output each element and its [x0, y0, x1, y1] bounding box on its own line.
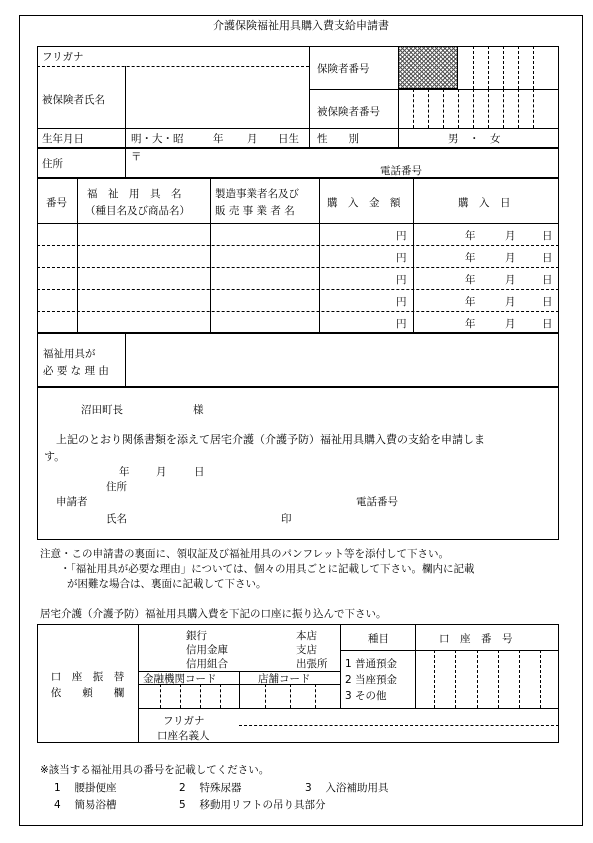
note-line-2: ・「福祉用具が必要な理由」については、個々の用具ごとに記載して下さい。欄内に記載 [60, 563, 475, 575]
col-item-name-header: 福 祉 用 具 名 [87, 188, 182, 200]
branch-code-label: 店舗コード [258, 673, 311, 685]
note-line-1: 注意・この申請書の裏面に、領収証及び福祉用具のパンフレット等を添付して下さい。 [40, 548, 449, 560]
birth-era-options: 明・大・昭 [131, 133, 184, 145]
item-date-day: 日 [542, 318, 553, 330]
branch-code-digit-divider [290, 684, 291, 708]
item-row-divider [37, 311, 559, 312]
account-kind-other: 3 その他 [345, 690, 387, 702]
item-date-month: 月 [505, 318, 516, 330]
birth-date-label: 生年月日 [42, 133, 84, 145]
item-date-month: 月 [505, 274, 516, 286]
branch-type-office: 出張所 [296, 658, 328, 670]
bank-code-digit-divider [180, 684, 181, 708]
applicant-label: 申請者 [56, 496, 88, 508]
item-row-divider [37, 245, 559, 246]
footer-note: ※該当する福祉用具の番号を記載してください。 [40, 764, 270, 776]
insured-digit-divider [413, 89, 414, 128]
address-row [37, 148, 559, 178]
item-date-year: 年 [465, 230, 476, 242]
branch-code-digit-divider [265, 684, 266, 708]
option-5: 5 移動用リフトの吊り具部分 [179, 799, 326, 811]
bank-type-bank: 銀行 [186, 630, 207, 642]
reason-row [37, 333, 559, 387]
form-title: 介護保険福祉用具購入費支給申請書 [213, 19, 389, 32]
option-4: 4 簡易浴槽 [54, 799, 117, 811]
col-number-header: 番号 [46, 197, 67, 209]
insurer-digit-divider [473, 46, 474, 89]
furigana-divider [37, 66, 309, 67]
reason-label: 福祉用具が [43, 348, 96, 360]
insurer-digit-divider [518, 46, 519, 89]
col-item-name-subheader: （種目名及び商品名） [85, 205, 190, 217]
item-date-year: 年 [465, 318, 476, 330]
account-digit-divider [498, 650, 499, 708]
item-amount-yen: 円 [396, 230, 407, 242]
insured-digit-divider [473, 89, 474, 128]
item-date-month: 月 [505, 296, 516, 308]
item-amount-yen: 円 [396, 296, 407, 308]
branch-code-digit-divider [315, 684, 316, 708]
application-statement: 上記のとおり関係書類を添えて居宅介護（介護予防）福祉用具購入費の支給を申請しま [56, 433, 485, 446]
insured-digit-divider [503, 89, 504, 128]
applicant-address-label: 住所 [106, 481, 127, 493]
applicant-phone-label: 電話番号 [356, 496, 398, 508]
insured-digit-divider [458, 89, 459, 128]
gender-label: 性 別 [317, 133, 359, 145]
item-date-year: 年 [465, 274, 476, 286]
account-digit-divider [540, 650, 541, 708]
option-2: 2 特殊尿器 [179, 782, 242, 794]
phone-label: 電話番号 [380, 165, 422, 177]
item-date-year: 年 [465, 252, 476, 264]
honorific: 様 [193, 404, 204, 416]
insured-digit-divider [533, 89, 534, 128]
insurer-digit-divider [503, 46, 504, 89]
insured-digit-divider [428, 89, 429, 128]
holder-furigana-line [239, 725, 559, 726]
bank-code-digit-divider [220, 684, 221, 708]
bank-intro: 居宅介護（介護予防）福祉用具購入費を下記の口座に振り込んで下さい。 [40, 608, 387, 620]
branch-type-branch: 支店 [296, 644, 317, 656]
insurer-number-shaded-cell [398, 46, 458, 89]
item-date-year: 年 [465, 296, 476, 308]
applicant-name-label: 氏名 [106, 513, 127, 525]
col-maker-subheader: 販 売 事 業 者 名 [215, 205, 295, 217]
bank-type-shinkin: 信用金庫 [186, 644, 228, 656]
address-label: 住所 [42, 158, 63, 170]
insured-digit-divider [443, 89, 444, 128]
account-digit-divider [519, 650, 520, 708]
account-kind-ordinary: 1 普通預金 [345, 658, 398, 670]
insured-name-label: 被保険者氏名 [42, 94, 105, 106]
account-kind-header: 種目 [368, 633, 389, 645]
option-1: 1 腰掛便座 [54, 782, 117, 794]
col-maker-header: 製造事業者名及び [215, 188, 299, 200]
col-date-header: 購 入 日 [458, 197, 511, 209]
note-line-3: が困難な場合は、裏面に記載して下さい。 [67, 578, 267, 590]
item-amount-yen: 円 [396, 274, 407, 286]
option-3: 3 入浴補助用具 [305, 782, 389, 794]
holder-name-label: 口座名義人 [157, 730, 210, 742]
bank-transfer-label: 口 座 振 替 [50, 671, 125, 683]
insurer-digit-divider [488, 46, 489, 89]
bank-code-digit-divider [160, 684, 161, 708]
item-date-day: 日 [542, 274, 553, 286]
item-date-day: 日 [542, 252, 553, 264]
insured-number-label: 被保険者番号 [317, 106, 380, 118]
account-number-header: 口 座 番 号 [439, 633, 513, 645]
bank-type-kumiai: 信用組合 [186, 658, 228, 670]
insured-digit-divider [488, 89, 489, 128]
holder-furigana-label: フリガナ [163, 715, 205, 727]
addressee: 沼田町長 [81, 404, 123, 416]
postal-mark: 〒 [131, 151, 142, 163]
item-date-day: 日 [542, 296, 553, 308]
application-statement-cont: す。 [44, 450, 66, 463]
item-amount-yen: 円 [396, 318, 407, 330]
account-digit-divider [477, 650, 478, 708]
bank-code-label: 金融機関コード [143, 673, 217, 685]
account-digit-divider [434, 650, 435, 708]
reason-sublabel: 必 要 な 理 由 [43, 365, 109, 377]
item-date-month: 月 [505, 252, 516, 264]
item-row-divider [37, 267, 559, 268]
insurer-number-label: 保険者番号 [317, 63, 370, 75]
account-digit-divider [455, 650, 456, 708]
insurer-digit-divider [533, 46, 534, 89]
branch-type-main: 本店 [296, 630, 317, 642]
item-date-day: 日 [542, 230, 553, 242]
bank-request-label: 依 頼 欄 [50, 687, 125, 699]
account-kind-current: 2 当座預金 [345, 674, 398, 686]
gender-options: 男 ・ 女 [448, 133, 501, 145]
insured-digit-divider [518, 89, 519, 128]
seal-mark: 印 [281, 513, 292, 525]
bank-code-digit-divider [200, 684, 201, 708]
furigana-label: フリガナ [42, 51, 84, 63]
item-date-month: 月 [505, 230, 516, 242]
item-row-divider [37, 289, 559, 290]
col-amount-header: 購 入 金 額 [327, 197, 401, 209]
item-amount-yen: 円 [396, 252, 407, 264]
